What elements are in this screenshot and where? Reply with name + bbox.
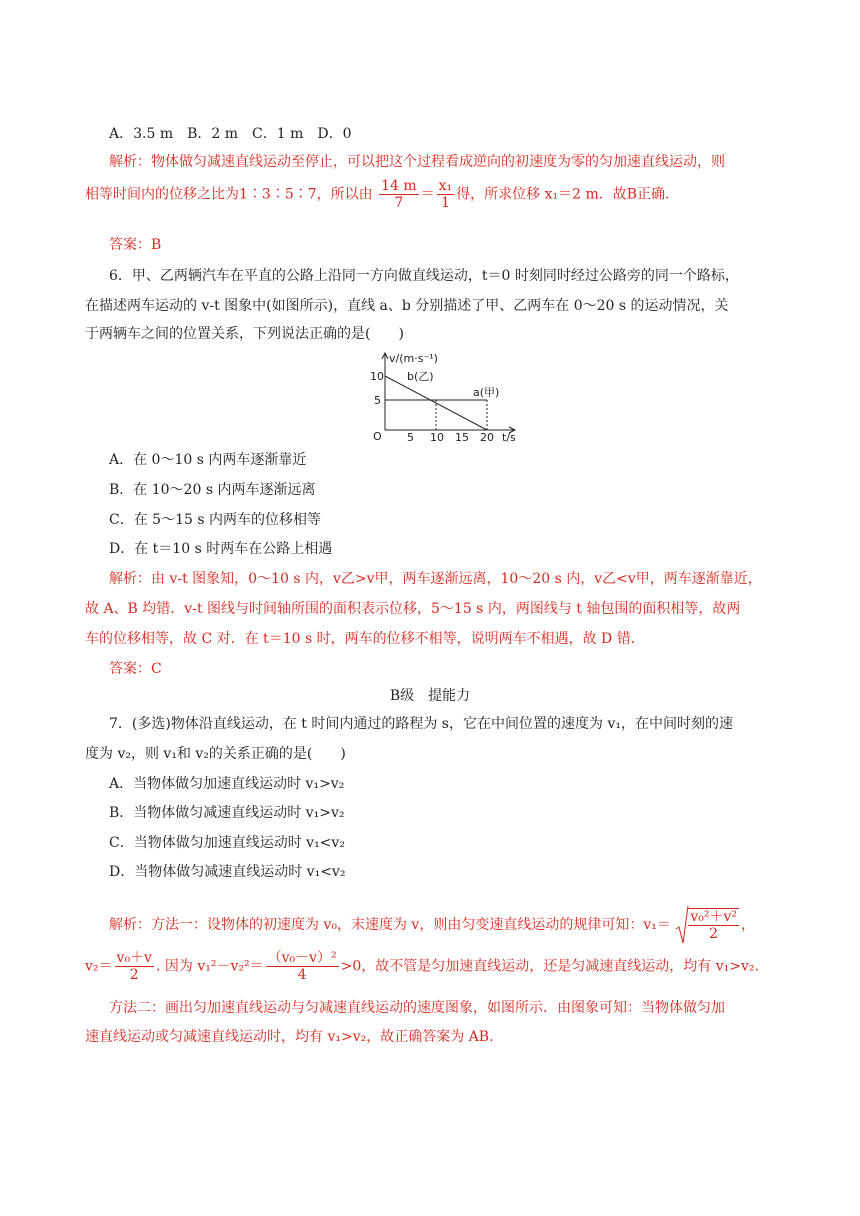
analysis-label: 解析： [109,571,151,587]
fraction-v2 [115,950,154,983]
q6-analysis-line1 [109,569,762,589]
denominator: 2 [129,967,139,983]
answer-value: B [151,237,162,253]
analysis-text: 由 v-t 图象知，0～10 s 内，v乙>v甲，两车逐渐远离，10～20 s 内，v乙<v甲，两车逐渐靠近， [151,571,762,587]
analysis-label: 解析： [109,917,151,933]
answer-label: 答案： [109,661,151,677]
sqrt-expression [675,905,741,945]
q7-stem-line2: 度为 v₂，则 v₁和 v₂的关系正确的是( ) [85,746,346,762]
q7-analysis-line1: 解析：方法一：设物体的初速度为 v₀，末速度为 v，则由匀变速直线运动的规律可知：v₁＝ $\frac{\text{v₀²＋v²}}{2}$ ， [109,905,755,945]
q6-option-c: C．在 5～15 s 内两车的位移相等 [109,512,321,528]
numerator: v₀＋v [116,950,152,966]
fraction-14m-over-7 [379,178,419,211]
equals: ＝ [420,186,435,203]
analysis-text: . 因为 v₁²－v₂²＝ [155,958,264,975]
q6-option-b: B．在 10～20 s 内两车逐渐远离 [109,482,316,498]
y-tick-5: 5 [374,394,381,407]
denominator: 7 [394,195,404,211]
q5-answer [109,235,161,255]
q7-option-b: B．当物体做匀减速直线运动时 v₁>v₂ [109,805,345,821]
y-tick-10: 10 [370,370,384,383]
numerator: （v₀－v）² [267,950,337,966]
x-axis-label: t/s [502,431,516,442]
analysis-text: 相等时间内的位移之比为1∶3∶5∶7，所以由 [85,186,373,203]
q5-options: A．3.5 m B．2 m C．1 m D．0 [109,126,352,142]
numerator: v₀²＋v² [690,909,737,925]
y-axis-label: v/(m·s⁻¹) [389,352,438,365]
origin-label: O [373,430,382,442]
x-tick-20: 20 [480,431,494,442]
section-title: B级 提能力 [389,688,471,704]
fraction-x1-over-1 [437,178,455,211]
q7-option-d: D．当物体做匀减速直线运动时 v₁<v₂ [109,864,346,880]
analysis-label: 解析： [109,154,151,170]
q7-option-c: C．当物体做匀加速直线运动时 v₁<v₂ [109,835,345,851]
q5-analysis-line1 [109,152,725,172]
answer-value: C [151,661,162,677]
q6-answer [109,659,162,679]
sqrt-fraction [688,908,739,942]
denominator: 4 [297,967,307,983]
numerator: 14 m [381,178,417,194]
q6-analysis-line3: 车的位移相等，故 C 对．在 t＝10 s 时，两车的位移不相等，说明两车不相遇，故 D 错． [85,631,645,647]
analysis-text: 物体做匀减速直线运动至停止，可以把这个过程看成逆向的初速度为零的匀加速直线运动，则 [151,154,725,170]
sqrt-sign [675,905,689,945]
analysis-text: v₂＝ [85,958,113,975]
q7-analysis-line3: 方法二：画出匀加速直线运动与匀减速直线运动的速度图象，如图所示．由图象可知：当物体做匀加 [109,1000,725,1016]
q6-analysis-line2: 故 A、B 均错．v-t 图线与时间轴所围的面积表示位移，5～15 s 内，两图线与 t 轴包围的面积相等，故两 [85,601,741,617]
analysis-text: 方法一：设物体的初速度为 v₀，末速度为 v，则由匀变速直线运动的规律可知：v₁＝ [151,917,671,933]
line-b-label: b(乙) [407,370,434,383]
x-tick-15: 15 [455,431,469,442]
numerator: x₁ [438,178,453,194]
denominator: 2 [709,926,719,942]
x-tick-5: 5 [407,431,414,442]
fraction-difference [266,950,339,983]
q7-analysis-line2 [85,950,759,983]
q6-stem-line2: 在描述两车运动的 v-t 图象中(如图所示)，直线 a、b 分别描述了甲、乙两车在 0～20 s 的运动情况，关 [85,298,729,314]
vt-graph [367,350,527,442]
denominator: 1 [440,195,450,211]
q5-analysis-line2 [85,178,679,211]
q6-stem-line3: 于两辆车之间的位置关系，下列说法正确的是( ) [85,326,404,342]
q6-option-d: D．在 t＝10 s 时两车在公路上相遇 [109,541,333,557]
analysis-text: 得，所求位移 x₁＝2 m．故B正确． [456,186,680,203]
q7-option-a: A．当物体做匀加速直线运动时 v₁>v₂ [109,776,345,792]
answer-label: 答案： [109,237,151,253]
analysis-text: >0，故不管是匀加速直线运动，还是匀减速直线运动，均有 v₁>v₂. [340,958,759,975]
q6-option-a: A．在 0～10 s 内两车逐渐靠近 [109,452,307,468]
q6-stem-line1: 6．甲、乙两辆汽车在平直的公路上沿同一方向做直线运动，t＝0 时刻同时经过公路旁的同一个路标， [109,268,739,284]
q7-analysis-line4: 速直线运动或匀减速直线运动时，均有 v₁>v₂，故正确答案为 AB. [85,1029,494,1045]
q7-stem-line1: 7．(多选)物体沿直线运动，在 t 时间内通过的路程为 s，它在中间位置的速度为 v₁，在中间时刻的速 [109,716,733,732]
x-tick-10: 10 [430,431,444,442]
line-a-label: a(甲) [473,386,500,399]
